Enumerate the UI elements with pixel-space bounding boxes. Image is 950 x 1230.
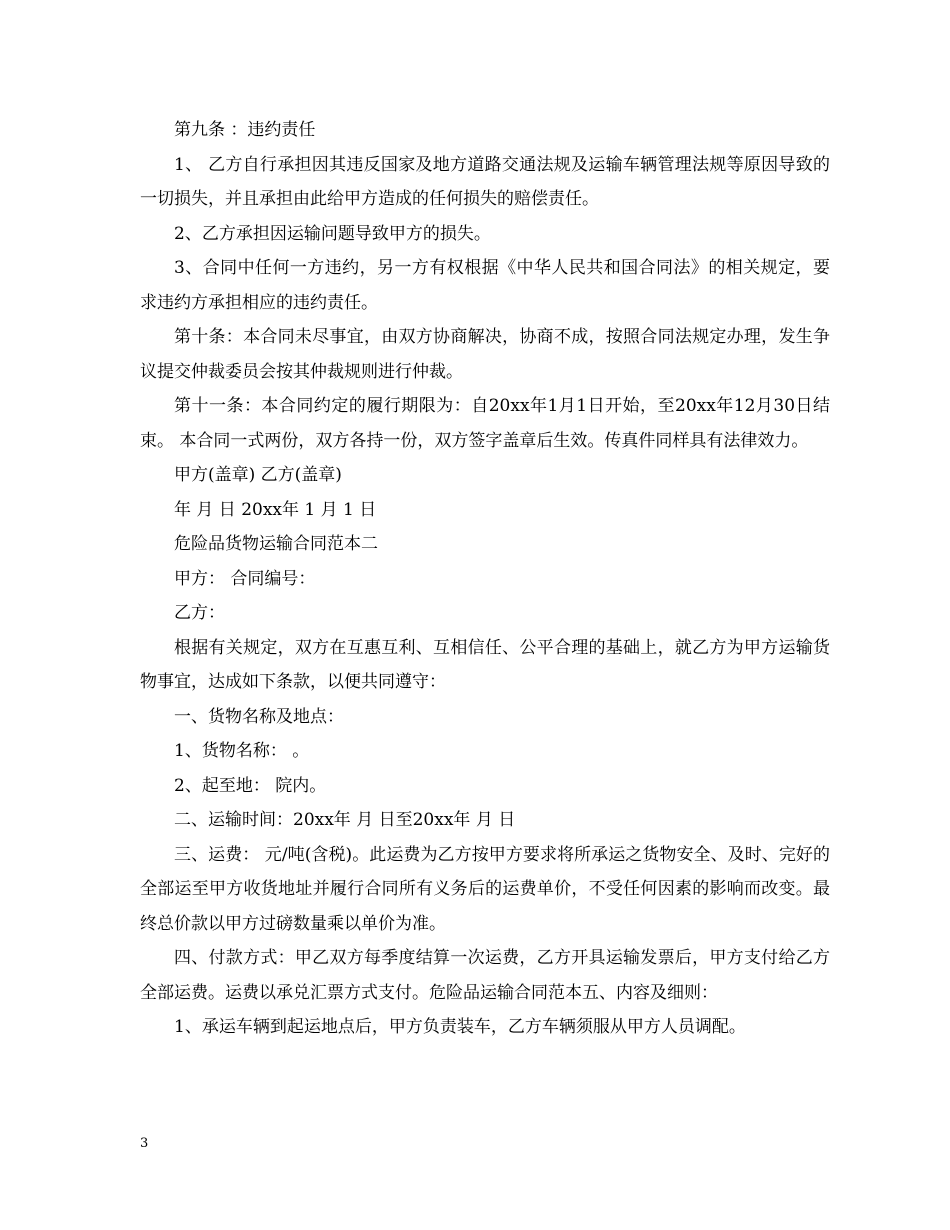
party-b-line: 乙方： xyxy=(174,603,225,623)
transport-time: 二、运输时间：20xx年 月 日至20xx年 月 日 xyxy=(174,810,516,830)
signature-line: 甲方(盖章) 乙方(盖章) xyxy=(174,465,342,485)
freight: 三、运费： 元/吨(含税)。此运费为乙方按甲方要求将所承运之货物安全、及时、完好的全部运至甲方收货地址并履行合同所有义务后的运费单价，不受任何因素的影响而改变。最终总价款以甲方过磅数量乘以单价为准。 xyxy=(140,844,830,934)
clause-9-item-2: 2、乙方承担因运输问题导致甲方的损失。 xyxy=(174,223,491,244)
clause-9-item-1: 1、 乙方自行承担因其违反国家及地方道路交通法规及运输车辆管理法规等原因导致的一切损失，并且承担由此给甲方造成的任何损失的赔偿责任。 xyxy=(140,154,830,209)
party-a-line: 甲方： 合同编号： xyxy=(174,568,316,589)
goods-name: 1、货物名称： 。 xyxy=(174,741,310,761)
clause-9-item-3: 3、合同中任何一方违约，另一方有权根据《中华人民共和国合同法》的相关规定，要求违约方承担相应的违约责任。 xyxy=(140,258,830,313)
contract-two-title: 危险品货物运输合同范本二 xyxy=(174,534,378,554)
details-item-1: 1、承运车辆到起运地点后，甲方负责装车，乙方车辆须服从甲方人员调配。 xyxy=(174,1017,746,1037)
payment-method: 四、付款方式：甲乙双方每季度结算一次运费，乙方开具运输发票后，甲方支付给乙方全部运费。运费以承兑汇票方式支付。危险品运输合同范本五、内容及细则： xyxy=(140,948,830,1003)
route: 2、起至地： 院内。 xyxy=(174,775,327,796)
clause-9-heading: 第九条 ：违约责任 xyxy=(174,120,316,140)
clause-11: 第十一条：本合同约定的履行期限为：自20xx年1月1日开始，至20xx年12月30日结束。 本合同一式两份，双方各持一份，双方签字盖章后生效。传真件同样具有法律效力。 xyxy=(140,396,830,451)
document-body xyxy=(140,113,830,1045)
section-1-heading: 一、货物名称及地点： xyxy=(174,706,344,727)
date-line: 年 月 日 20xx年 1 月 1 日 xyxy=(174,499,377,520)
page-number: 3 xyxy=(140,1136,149,1151)
preamble: 根据有关规定，双方在互惠互利、互相信任、公平合理的基础上，就乙方为甲方运输货物事宜，达成如下条款，以便共同遵守： xyxy=(140,637,830,692)
clause-10: 第十条：本合同未尽事宜，由双方协商解决，协商不成，按照合同法规定办理，发生争议提交仲裁委员会按其仲裁规则进行仲裁。 xyxy=(140,327,830,382)
